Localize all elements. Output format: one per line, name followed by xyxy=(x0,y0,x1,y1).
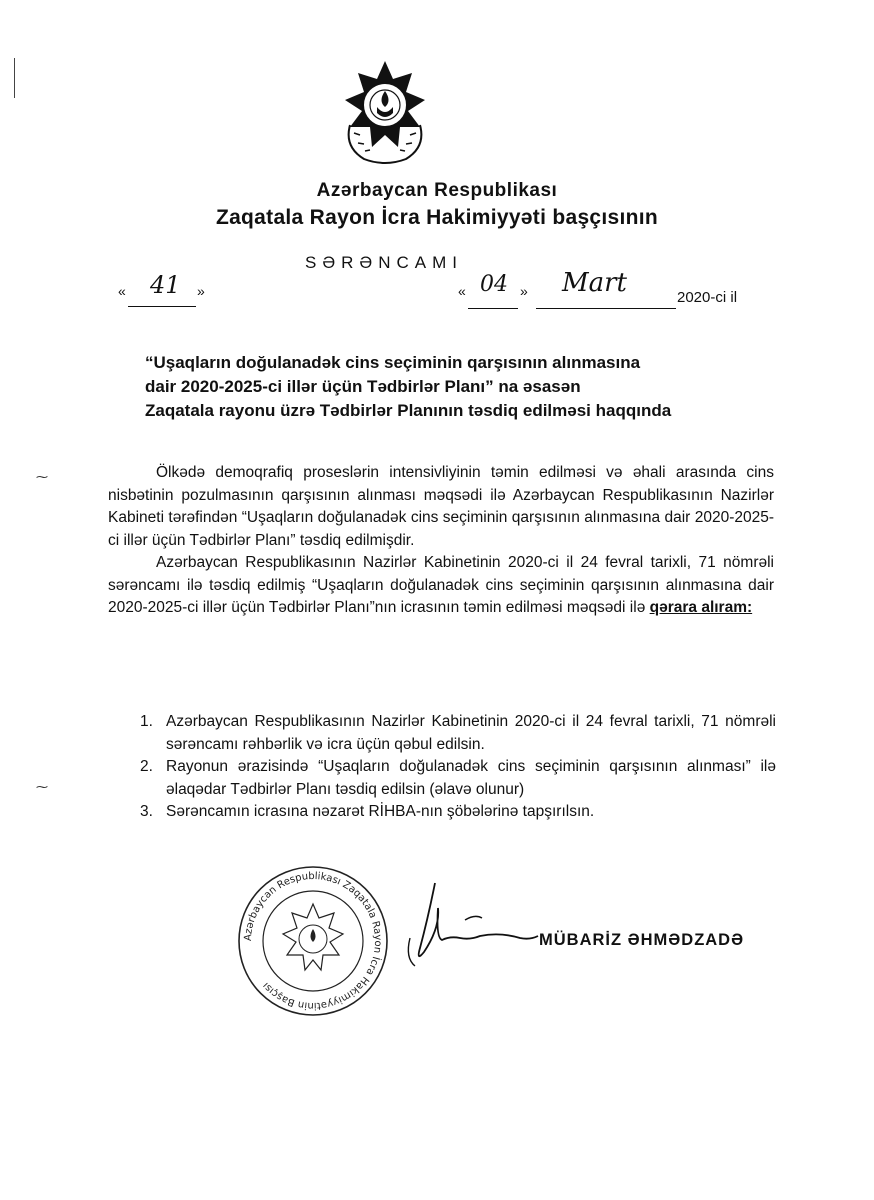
order-month: Mart xyxy=(562,268,627,298)
scan-mark xyxy=(14,58,15,98)
list-item xyxy=(140,711,776,756)
underline xyxy=(468,308,518,309)
handwritten-signature xyxy=(380,878,540,974)
list-text: Sərəncamın icrasına nəzarət RİHBA-nın şöbələrinə tapşırılsın. xyxy=(166,803,595,820)
list-text: Rayonun ərazisində “Uşaqların doğulanadək cins seçiminin qarşısının alınması” ilə əlaqədar Tədbirlər Planı təsdiq edilsin (əlavə olunur) xyxy=(166,758,776,798)
close-quote: » xyxy=(520,283,528,299)
list-number: 1. xyxy=(140,713,153,730)
order-items xyxy=(140,711,776,824)
order-number: 41 xyxy=(150,271,181,299)
list-item xyxy=(140,756,776,801)
paragraph xyxy=(108,552,774,620)
paragraph: Ölkədə demoqrafiq proseslərin intensivliyinin təmin edilməsi və əhali arasında cins nisbətinin pozulmasının qarşısının alınması məqsədi ilə Azərbaycan Respublikasının Nazirlər Kabineti tərəfindən “Uşaqların doğulanadək cins seçiminin qarşısının alınmasına dair 2020-2025-ci illər üçün Tədbirlər Planı” təsdiq edilmişdir. xyxy=(108,464,774,549)
scan-mark: ⁓ xyxy=(36,780,48,794)
subject-line: Zaqatala rayonu üzrə Tədbirlər Planının təsdiq edilməsi haqqında xyxy=(145,401,672,420)
header-country: Azərbaycan Respublikası xyxy=(316,180,558,201)
header-authority: Zaqatala Rayon İcra Hakimiyyəti başçısının xyxy=(215,206,659,229)
official-stamp xyxy=(237,862,389,1020)
order-year: 2020-ci il xyxy=(677,289,738,306)
signatory-name: MÜBARİZ ƏHMƏDZADƏ xyxy=(539,931,745,949)
subject-line: dair 2020-2025-ci illər üçün Tədbirlər Planı” na əsasən xyxy=(145,377,581,396)
order-subject xyxy=(145,351,765,423)
document-type: SƏRƏNCAMI xyxy=(305,253,463,272)
close-quote: » xyxy=(197,283,205,299)
order-day: 04 xyxy=(480,272,508,297)
scan-mark: ⁓ xyxy=(36,470,48,484)
paragraph-text: Azərbaycan Respublikasının Nazirlər Kabinetinin 2020-ci il 24 fevral tarixli, 71 nömrəli sərəncamı ilə təsdiq edilmiş “Uşaqların doğulanadək cins seçiminin qarşısının alınmasına dair 2020-2025-ci illər üçün Tədbirlər Planı”nın icrasının təmin edilməsi məqsədi ilə xyxy=(108,554,774,616)
list-number: 2. xyxy=(140,758,153,775)
open-quote: « xyxy=(458,283,466,299)
order-body xyxy=(108,462,774,620)
list-item xyxy=(140,801,776,824)
state-emblem xyxy=(330,55,440,167)
open-quote: « xyxy=(118,283,126,299)
list-text: Azərbaycan Respublikasının Nazirlər Kabinetinin 2020-ci il 24 fevral tarixli, 71 nömrəli sərəncamı rəhbərlik və icra üçün qəbul edilsin. xyxy=(166,713,776,753)
subject-line: “Uşaqların doğulanadək cins seçiminin qarşısının alınmasına xyxy=(145,353,641,372)
underline xyxy=(128,306,196,307)
underline xyxy=(536,308,676,309)
stamp-text: Azərbaycan Respublikası Zaqatala Rayon İcra Hakimiyyətinin Başçısı xyxy=(242,870,384,1012)
decision-phrase: qərara alıram: xyxy=(649,599,753,616)
list-number: 3. xyxy=(140,803,153,820)
